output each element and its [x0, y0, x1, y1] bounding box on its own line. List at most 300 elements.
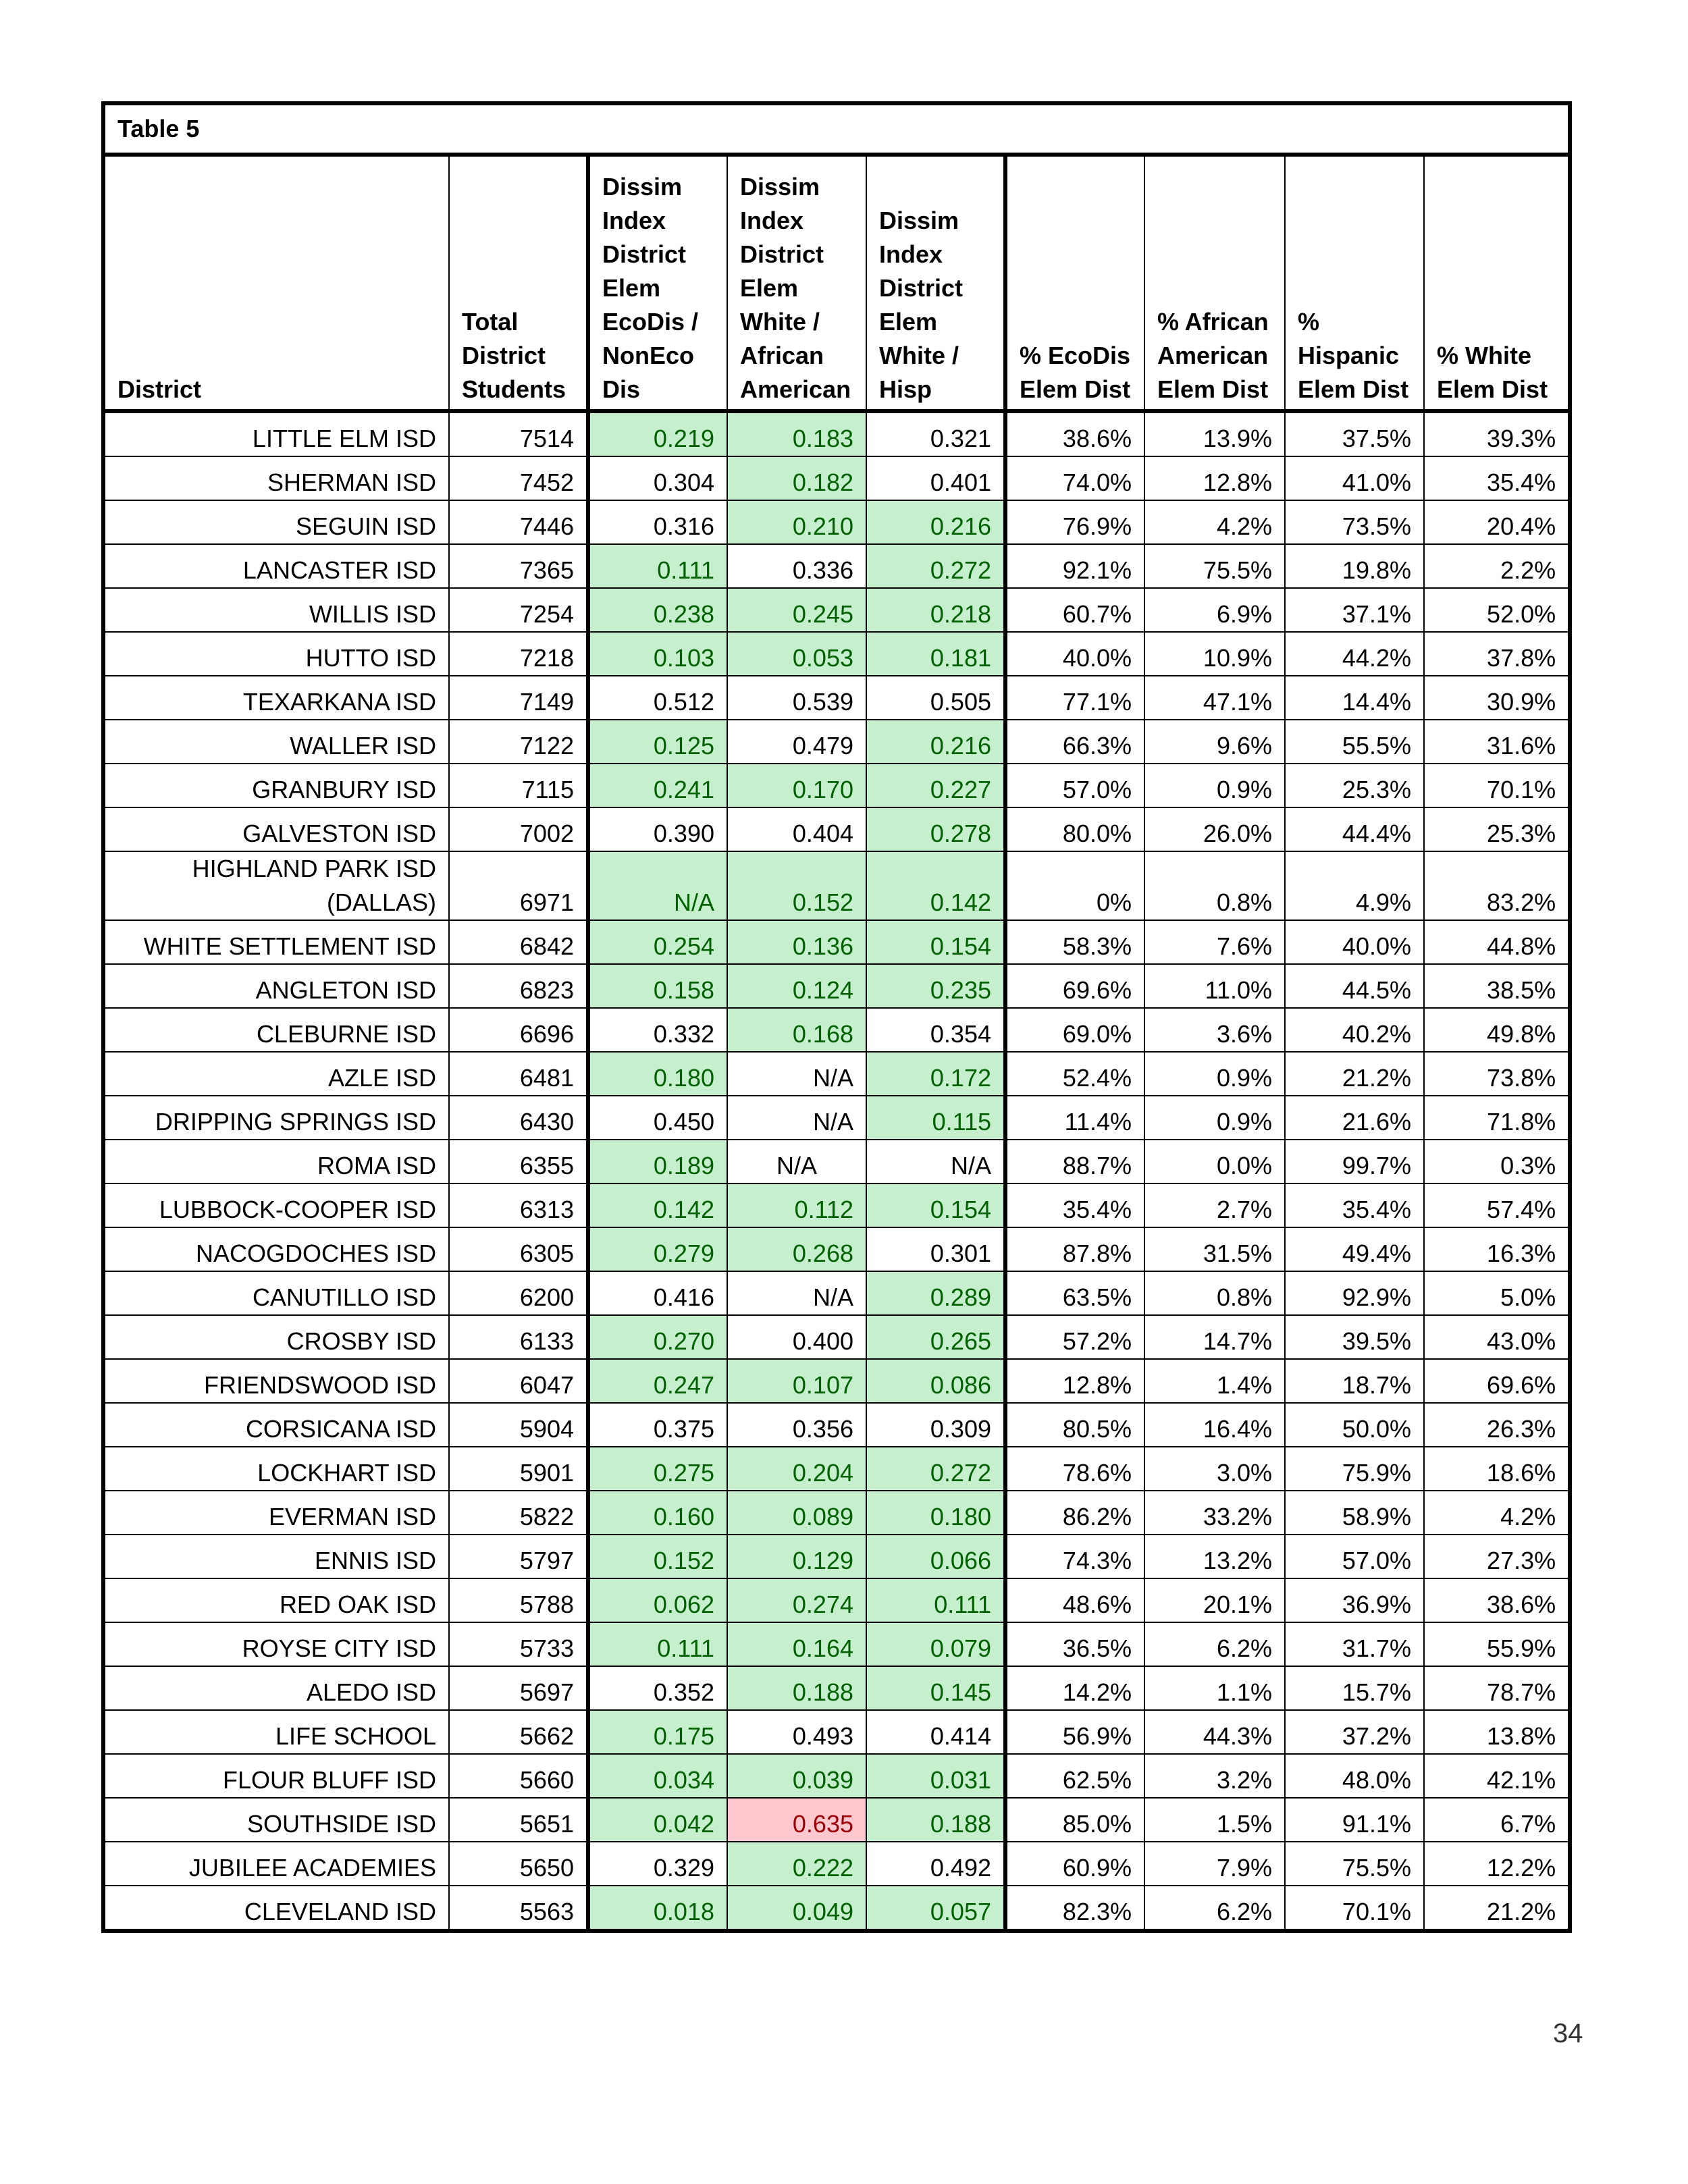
- pct-hispanic-cell: 75.9%: [1285, 1447, 1424, 1491]
- table-row: [103, 1227, 1570, 1271]
- students-cell: 5651: [449, 1798, 588, 1842]
- students-cell: 6842: [449, 920, 588, 964]
- dissim-ecodis-cell: 0.352: [588, 1666, 727, 1710]
- dissim-ecodis-cell: 0.125: [588, 720, 727, 764]
- district-cell: CLEBURNE ISD: [103, 1008, 449, 1052]
- pct-hispanic-cell: 37.5%: [1285, 411, 1424, 456]
- dissim-white-hisp-cell: 0.265: [866, 1315, 1005, 1359]
- pct-hispanic-cell: 21.6%: [1285, 1096, 1424, 1140]
- students-cell: 6696: [449, 1008, 588, 1052]
- pct-ecodis-cell: 77.1%: [1005, 676, 1144, 720]
- pct-ecodis-cell: 66.3%: [1005, 720, 1144, 764]
- dissim-white-hisp-cell: 0.031: [866, 1754, 1005, 1798]
- pct-hispanic-cell: 14.4%: [1285, 676, 1424, 720]
- dissim-ecodis-cell: 0.304: [588, 456, 727, 500]
- dissim-white-hisp-cell: 0.079: [866, 1622, 1005, 1666]
- table-row: [103, 1008, 1570, 1052]
- pct-ecodis-cell: 76.9%: [1005, 500, 1144, 544]
- dissim-ecodis-cell: 0.279: [588, 1227, 727, 1271]
- pct-white-cell: 39.3%: [1424, 411, 1570, 456]
- pct-white-cell: 4.2%: [1424, 1491, 1570, 1535]
- pct-hispanic-cell: 37.1%: [1285, 588, 1424, 632]
- dissim-white-hisp-cell: 0.235: [866, 964, 1005, 1008]
- pct-african-american-cell: 12.8%: [1144, 456, 1285, 500]
- pct-white-cell: 38.6%: [1424, 1578, 1570, 1622]
- pct-african-american-cell: 13.2%: [1144, 1535, 1285, 1578]
- pct-hispanic-cell: 18.7%: [1285, 1359, 1424, 1403]
- dissim-white-hisp-cell: 0.492: [866, 1842, 1005, 1886]
- dissim-ecodis-cell: N/A: [588, 851, 727, 920]
- students-cell: 5788: [449, 1578, 588, 1622]
- district-cell: CANUTILLO ISD: [103, 1271, 449, 1315]
- dissim-white-aa-cell: 0.183: [727, 411, 866, 456]
- dissim-white-aa-cell: 0.112: [727, 1183, 866, 1227]
- pct-white-cell: 0.3%: [1424, 1140, 1570, 1183]
- dissim-ecodis-cell: 0.189: [588, 1140, 727, 1183]
- dissim-white-aa-cell: 0.182: [727, 456, 866, 500]
- dissim-ecodis-cell: 0.160: [588, 1491, 727, 1535]
- dissim-white-hisp-cell: 0.086: [866, 1359, 1005, 1403]
- pct-african-american-cell: 0.0%: [1144, 1140, 1285, 1183]
- dissim-white-hisp-cell: 0.057: [866, 1886, 1005, 1931]
- page-number: 34: [1553, 2019, 1583, 2048]
- pct-african-american-cell: 33.2%: [1144, 1491, 1285, 1535]
- pct-ecodis-cell: 52.4%: [1005, 1052, 1144, 1096]
- pct-hispanic-cell: 44.2%: [1285, 632, 1424, 676]
- table-row: [103, 1798, 1570, 1842]
- dissim-white-hisp-cell: 0.272: [866, 544, 1005, 588]
- pct-ecodis-cell: 82.3%: [1005, 1886, 1144, 1931]
- dissim-white-hisp-cell: 0.180: [866, 1491, 1005, 1535]
- header-dissim-ecodis: Dissim Index District Elem EcoDis / NonEco Dis: [588, 155, 727, 411]
- district-cell: FRIENDSWOOD ISD: [103, 1359, 449, 1403]
- table-row: [103, 411, 1570, 456]
- pct-ecodis-cell: 88.7%: [1005, 1140, 1144, 1183]
- dissim-white-aa-cell: 0.204: [727, 1447, 866, 1491]
- dissim-white-hisp-cell: 0.216: [866, 500, 1005, 544]
- students-cell: 5662: [449, 1710, 588, 1754]
- table-row: [103, 1710, 1570, 1754]
- district-cell: GRANBURY ISD: [103, 764, 449, 807]
- header-dissim-white-hisp: Dissim Index District Elem White / Hisp: [866, 155, 1005, 411]
- dissim-ecodis-cell: 0.450: [588, 1096, 727, 1140]
- table-row: [103, 676, 1570, 720]
- pct-african-american-cell: 75.5%: [1144, 544, 1285, 588]
- students-cell: 7122: [449, 720, 588, 764]
- table-row: [103, 1622, 1570, 1666]
- district-cell: ROYSE CITY ISD: [103, 1622, 449, 1666]
- students-cell: 7514: [449, 411, 588, 456]
- district-cell: LUBBOCK-COOPER ISD: [103, 1183, 449, 1227]
- pct-white-cell: 25.3%: [1424, 807, 1570, 851]
- pct-hispanic-cell: 92.9%: [1285, 1271, 1424, 1315]
- pct-hispanic-cell: 70.1%: [1285, 1886, 1424, 1931]
- pct-ecodis-cell: 48.6%: [1005, 1578, 1144, 1622]
- pct-ecodis-cell: 40.0%: [1005, 632, 1144, 676]
- district-cell: HUTTO ISD: [103, 632, 449, 676]
- pct-white-cell: 12.2%: [1424, 1842, 1570, 1886]
- dissim-ecodis-cell: 0.254: [588, 920, 727, 964]
- header-district: District: [103, 155, 449, 411]
- table-row: [103, 1886, 1570, 1931]
- table-body: [103, 411, 1570, 1931]
- dissim-white-hisp-cell: 0.066: [866, 1535, 1005, 1578]
- students-cell: 7254: [449, 588, 588, 632]
- dissim-ecodis-cell: 0.375: [588, 1403, 727, 1447]
- pct-ecodis-cell: 38.6%: [1005, 411, 1144, 456]
- dissim-ecodis-cell: 0.142: [588, 1183, 727, 1227]
- pct-white-cell: 18.6%: [1424, 1447, 1570, 1491]
- district-cell: FLOUR BLUFF ISD: [103, 1754, 449, 1798]
- header-pct-ecodis: % EcoDis Elem Dist: [1005, 155, 1144, 411]
- district-cell: EVERMAN ISD: [103, 1491, 449, 1535]
- district-cell: SOUTHSIDE ISD: [103, 1798, 449, 1842]
- pct-ecodis-cell: 92.1%: [1005, 544, 1144, 588]
- dissim-ecodis-cell: 0.416: [588, 1271, 727, 1315]
- dissim-white-hisp-cell: 0.278: [866, 807, 1005, 851]
- dissim-white-aa-cell: 0.089: [727, 1491, 866, 1535]
- table-row: [103, 1842, 1570, 1886]
- students-cell: 7218: [449, 632, 588, 676]
- pct-african-american-cell: 3.0%: [1144, 1447, 1285, 1491]
- pct-white-cell: 73.8%: [1424, 1052, 1570, 1096]
- pct-hispanic-cell: 36.9%: [1285, 1578, 1424, 1622]
- students-cell: 5901: [449, 1447, 588, 1491]
- header-total-students: Total District Students: [449, 155, 588, 411]
- dissim-ecodis-cell: 0.219: [588, 411, 727, 456]
- dissim-ecodis-cell: 0.512: [588, 676, 727, 720]
- data-table: [101, 101, 1572, 1933]
- dissim-white-aa-cell: 0.039: [727, 1754, 866, 1798]
- district-cell: LITTLE ELM ISD: [103, 411, 449, 456]
- dissim-white-aa-cell: 0.274: [727, 1578, 866, 1622]
- pct-african-american-cell: 2.7%: [1144, 1183, 1285, 1227]
- pct-ecodis-cell: 56.9%: [1005, 1710, 1144, 1754]
- district-cell: GALVESTON ISD: [103, 807, 449, 851]
- district-cell: CORSICANA ISD: [103, 1403, 449, 1447]
- dissim-ecodis-cell: 0.316: [588, 500, 727, 544]
- district-cell: DRIPPING SPRINGS ISD: [103, 1096, 449, 1140]
- table-row: [103, 1096, 1570, 1140]
- pct-african-american-cell: 1.1%: [1144, 1666, 1285, 1710]
- dissim-ecodis-cell: 0.042: [588, 1798, 727, 1842]
- dissim-white-aa-cell: 0.539: [727, 676, 866, 720]
- table-row: [103, 720, 1570, 764]
- dissim-white-aa-cell: 0.404: [727, 807, 866, 851]
- students-cell: 5697: [449, 1666, 588, 1710]
- pct-african-american-cell: 4.2%: [1144, 500, 1285, 544]
- dissim-white-hisp-cell: 0.154: [866, 920, 1005, 964]
- pct-ecodis-cell: 74.3%: [1005, 1535, 1144, 1578]
- pct-white-cell: 37.8%: [1424, 632, 1570, 676]
- dissim-ecodis-cell: 0.247: [588, 1359, 727, 1403]
- pct-hispanic-cell: 37.2%: [1285, 1710, 1424, 1754]
- table-row: [103, 1271, 1570, 1315]
- table-row: [103, 1666, 1570, 1710]
- dissim-white-hisp-cell: 0.111: [866, 1578, 1005, 1622]
- students-cell: 6313: [449, 1183, 588, 1227]
- district-cell: TEXARKANA ISD: [103, 676, 449, 720]
- pct-white-cell: 57.4%: [1424, 1183, 1570, 1227]
- dissim-white-hisp-cell: 0.309: [866, 1403, 1005, 1447]
- table-title-row: [103, 103, 1570, 155]
- students-cell: 5650: [449, 1842, 588, 1886]
- pct-african-american-cell: 3.6%: [1144, 1008, 1285, 1052]
- dissim-ecodis-cell: 0.390: [588, 807, 727, 851]
- dissim-white-hisp-cell: 0.227: [866, 764, 1005, 807]
- district-cell: LANCASTER ISD: [103, 544, 449, 588]
- dissim-ecodis-cell: 0.111: [588, 1622, 727, 1666]
- pct-ecodis-cell: 80.5%: [1005, 1403, 1144, 1447]
- dissim-white-aa-cell: 0.210: [727, 500, 866, 544]
- pct-white-cell: 16.3%: [1424, 1227, 1570, 1271]
- table-row: [103, 1052, 1570, 1096]
- pct-african-american-cell: 44.3%: [1144, 1710, 1285, 1754]
- pct-hispanic-cell: 21.2%: [1285, 1052, 1424, 1096]
- pct-hispanic-cell: 25.3%: [1285, 764, 1424, 807]
- students-cell: 5733: [449, 1622, 588, 1666]
- district-cell: SHERMAN ISD: [103, 456, 449, 500]
- pct-white-cell: 2.2%: [1424, 544, 1570, 588]
- dissim-white-aa-cell: 0.400: [727, 1315, 866, 1359]
- dissim-white-hisp-cell: 0.414: [866, 1710, 1005, 1754]
- pct-hispanic-cell: 55.5%: [1285, 720, 1424, 764]
- pct-african-american-cell: 10.9%: [1144, 632, 1285, 676]
- dissim-white-hisp-cell: 0.142: [866, 851, 1005, 920]
- pct-african-american-cell: 1.4%: [1144, 1359, 1285, 1403]
- dissim-white-hisp-cell: N/A: [866, 1140, 1005, 1183]
- dissim-white-hisp-cell: 0.272: [866, 1447, 1005, 1491]
- pct-hispanic-cell: 58.9%: [1285, 1491, 1424, 1535]
- pct-hispanic-cell: 41.0%: [1285, 456, 1424, 500]
- pct-african-american-cell: 20.1%: [1144, 1578, 1285, 1622]
- table-row: [103, 1447, 1570, 1491]
- pct-hispanic-cell: 91.1%: [1285, 1798, 1424, 1842]
- students-cell: 7365: [449, 544, 588, 588]
- pct-hispanic-cell: 75.5%: [1285, 1842, 1424, 1886]
- pct-white-cell: 5.0%: [1424, 1271, 1570, 1315]
- header-pct-hispanic: % Hispanic Elem Dist: [1285, 155, 1424, 411]
- dissim-white-hisp-cell: 0.145: [866, 1666, 1005, 1710]
- pct-ecodis-cell: 35.4%: [1005, 1183, 1144, 1227]
- dissim-ecodis-cell: 0.175: [588, 1710, 727, 1754]
- table-row: [103, 1403, 1570, 1447]
- district-cell: HIGHLAND PARK ISD (DALLAS): [103, 851, 449, 920]
- table-row: [103, 1183, 1570, 1227]
- dissim-white-aa-cell: 0.049: [727, 1886, 866, 1931]
- pct-ecodis-cell: 60.7%: [1005, 588, 1144, 632]
- dissim-white-hisp-cell: 0.301: [866, 1227, 1005, 1271]
- district-cell: NACOGDOCHES ISD: [103, 1227, 449, 1271]
- pct-hispanic-cell: 39.5%: [1285, 1315, 1424, 1359]
- pct-african-american-cell: 6.2%: [1144, 1886, 1285, 1931]
- students-cell: 5660: [449, 1754, 588, 1798]
- pct-white-cell: 69.6%: [1424, 1359, 1570, 1403]
- dissim-ecodis-cell: 0.018: [588, 1886, 727, 1931]
- dissim-white-aa-cell: 0.124: [727, 964, 866, 1008]
- pct-hispanic-cell: 40.0%: [1285, 920, 1424, 964]
- pct-african-american-cell: 47.1%: [1144, 676, 1285, 720]
- dissim-ecodis-cell: 0.241: [588, 764, 727, 807]
- students-cell: 5904: [449, 1403, 588, 1447]
- pct-ecodis-cell: 12.8%: [1005, 1359, 1144, 1403]
- dissim-ecodis-cell: 0.152: [588, 1535, 727, 1578]
- pct-african-american-cell: 26.0%: [1144, 807, 1285, 851]
- district-cell: JUBILEE ACADEMIES: [103, 1842, 449, 1886]
- pct-white-cell: 35.4%: [1424, 456, 1570, 500]
- pct-ecodis-cell: 60.9%: [1005, 1842, 1144, 1886]
- pct-hispanic-cell: 40.2%: [1285, 1008, 1424, 1052]
- pct-hispanic-cell: 19.8%: [1285, 544, 1424, 588]
- dissim-ecodis-cell: 0.275: [588, 1447, 727, 1491]
- dissim-white-aa-cell: 0.053: [727, 632, 866, 676]
- dissim-ecodis-cell: 0.180: [588, 1052, 727, 1096]
- dissim-white-aa-cell: 0.479: [727, 720, 866, 764]
- pct-white-cell: 49.8%: [1424, 1008, 1570, 1052]
- pct-african-american-cell: 0.8%: [1144, 851, 1285, 920]
- district-cell: CLEVELAND ISD: [103, 1886, 449, 1931]
- pct-ecodis-cell: 0%: [1005, 851, 1144, 920]
- dissim-white-aa-cell: 0.129: [727, 1535, 866, 1578]
- pct-african-american-cell: 0.9%: [1144, 1052, 1285, 1096]
- pct-ecodis-cell: 80.0%: [1005, 807, 1144, 851]
- pct-ecodis-cell: 78.6%: [1005, 1447, 1144, 1491]
- pct-hispanic-cell: 35.4%: [1285, 1183, 1424, 1227]
- district-cell: SEGUIN ISD: [103, 500, 449, 544]
- pct-white-cell: 70.1%: [1424, 764, 1570, 807]
- dissim-white-hisp-cell: 0.154: [866, 1183, 1005, 1227]
- pct-hispanic-cell: 57.0%: [1285, 1535, 1424, 1578]
- pct-african-american-cell: 3.2%: [1144, 1754, 1285, 1798]
- dissim-white-aa-cell: 0.245: [727, 588, 866, 632]
- pct-hispanic-cell: 4.9%: [1285, 851, 1424, 920]
- pct-african-american-cell: 7.6%: [1144, 920, 1285, 964]
- pct-ecodis-cell: 36.5%: [1005, 1622, 1144, 1666]
- table-row: [103, 1359, 1570, 1403]
- district-cell: ALEDO ISD: [103, 1666, 449, 1710]
- dissim-white-aa-cell: 0.222: [727, 1842, 866, 1886]
- dissim-ecodis-cell: 0.111: [588, 544, 727, 588]
- district-cell: LIFE SCHOOL: [103, 1710, 449, 1754]
- district-cell: ENNIS ISD: [103, 1535, 449, 1578]
- dissim-white-aa-cell: N/A: [727, 1271, 866, 1315]
- pct-hispanic-cell: 49.4%: [1285, 1227, 1424, 1271]
- table-row: [103, 500, 1570, 544]
- students-cell: 7002: [449, 807, 588, 851]
- dissim-white-hisp-cell: 0.218: [866, 588, 1005, 632]
- table-row: [103, 920, 1570, 964]
- table-row: [103, 964, 1570, 1008]
- pct-ecodis-cell: 87.8%: [1005, 1227, 1144, 1271]
- dissim-ecodis-cell: 0.332: [588, 1008, 727, 1052]
- dissim-white-hisp-cell: 0.505: [866, 676, 1005, 720]
- district-cell: LOCKHART ISD: [103, 1447, 449, 1491]
- dissim-white-hisp-cell: 0.115: [866, 1096, 1005, 1140]
- pct-ecodis-cell: 58.3%: [1005, 920, 1144, 964]
- pct-white-cell: 27.3%: [1424, 1535, 1570, 1578]
- dissim-white-hisp-cell: 0.172: [866, 1052, 1005, 1096]
- dissim-ecodis-cell: 0.062: [588, 1578, 727, 1622]
- district-cell: ANGLETON ISD: [103, 964, 449, 1008]
- header-pct-white: % White Elem Dist: [1424, 155, 1570, 411]
- table-title: Table 5: [103, 103, 1570, 155]
- header-dissim-white-african-american: Dissim Index District Elem White / African American: [727, 155, 866, 411]
- pct-white-cell: 83.2%: [1424, 851, 1570, 920]
- district-cell: WHITE SETTLEMENT ISD: [103, 920, 449, 964]
- students-cell: 7446: [449, 500, 588, 544]
- table-row: [103, 632, 1570, 676]
- pct-hispanic-cell: 44.4%: [1285, 807, 1424, 851]
- pct-hispanic-cell: 15.7%: [1285, 1666, 1424, 1710]
- dissim-white-aa-cell: 0.635: [727, 1798, 866, 1842]
- table-row: [103, 456, 1570, 500]
- pct-hispanic-cell: 99.7%: [1285, 1140, 1424, 1183]
- table-row: [103, 544, 1570, 588]
- pct-african-american-cell: 31.5%: [1144, 1227, 1285, 1271]
- pct-african-american-cell: 6.9%: [1144, 588, 1285, 632]
- pct-white-cell: 44.8%: [1424, 920, 1570, 964]
- dissim-ecodis-cell: 0.270: [588, 1315, 727, 1359]
- dissim-white-hisp-cell: 0.289: [866, 1271, 1005, 1315]
- students-cell: 6047: [449, 1359, 588, 1403]
- pct-ecodis-cell: 85.0%: [1005, 1798, 1144, 1842]
- students-cell: 6355: [449, 1140, 588, 1183]
- table-row: [103, 1491, 1570, 1535]
- dissim-white-hisp-cell: 0.181: [866, 632, 1005, 676]
- pct-ecodis-cell: 62.5%: [1005, 1754, 1144, 1798]
- dissim-white-hisp-cell: 0.188: [866, 1798, 1005, 1842]
- dissim-white-aa-cell: 0.164: [727, 1622, 866, 1666]
- students-cell: 7149: [449, 676, 588, 720]
- pct-african-american-cell: 0.9%: [1144, 1096, 1285, 1140]
- pct-african-american-cell: 7.9%: [1144, 1842, 1285, 1886]
- dissim-ecodis-cell: 0.103: [588, 632, 727, 676]
- students-cell: 6305: [449, 1227, 588, 1271]
- dissim-white-aa-cell: 0.152: [727, 851, 866, 920]
- dissim-white-hisp-cell: 0.321: [866, 411, 1005, 456]
- students-cell: 5797: [449, 1535, 588, 1578]
- dissim-ecodis-cell: 0.158: [588, 964, 727, 1008]
- table-row: [103, 1578, 1570, 1622]
- dissim-white-aa-cell: 0.107: [727, 1359, 866, 1403]
- pct-ecodis-cell: 63.5%: [1005, 1271, 1144, 1315]
- pct-white-cell: 71.8%: [1424, 1096, 1570, 1140]
- dissim-white-aa-cell: 0.356: [727, 1403, 866, 1447]
- table-row: [103, 1754, 1570, 1798]
- dissim-white-hisp-cell: 0.401: [866, 456, 1005, 500]
- pct-hispanic-cell: 50.0%: [1285, 1403, 1424, 1447]
- students-cell: 6823: [449, 964, 588, 1008]
- dissim-white-aa-cell: 0.170: [727, 764, 866, 807]
- pct-african-american-cell: 0.8%: [1144, 1271, 1285, 1315]
- dissim-white-hisp-cell: 0.354: [866, 1008, 1005, 1052]
- pct-african-american-cell: 0.9%: [1144, 764, 1285, 807]
- pct-hispanic-cell: 31.7%: [1285, 1622, 1424, 1666]
- pct-white-cell: 31.6%: [1424, 720, 1570, 764]
- dissim-white-aa-cell: 0.336: [727, 544, 866, 588]
- district-cell: AZLE ISD: [103, 1052, 449, 1096]
- table-row: [103, 588, 1570, 632]
- pct-white-cell: 42.1%: [1424, 1754, 1570, 1798]
- pct-white-cell: 55.9%: [1424, 1622, 1570, 1666]
- dissim-white-aa-cell: 0.493: [727, 1710, 866, 1754]
- pct-hispanic-cell: 44.5%: [1285, 964, 1424, 1008]
- pct-white-cell: 26.3%: [1424, 1403, 1570, 1447]
- dissim-white-aa-cell: 0.268: [727, 1227, 866, 1271]
- pct-white-cell: 13.8%: [1424, 1710, 1570, 1754]
- students-cell: 7452: [449, 456, 588, 500]
- students-cell: 6430: [449, 1096, 588, 1140]
